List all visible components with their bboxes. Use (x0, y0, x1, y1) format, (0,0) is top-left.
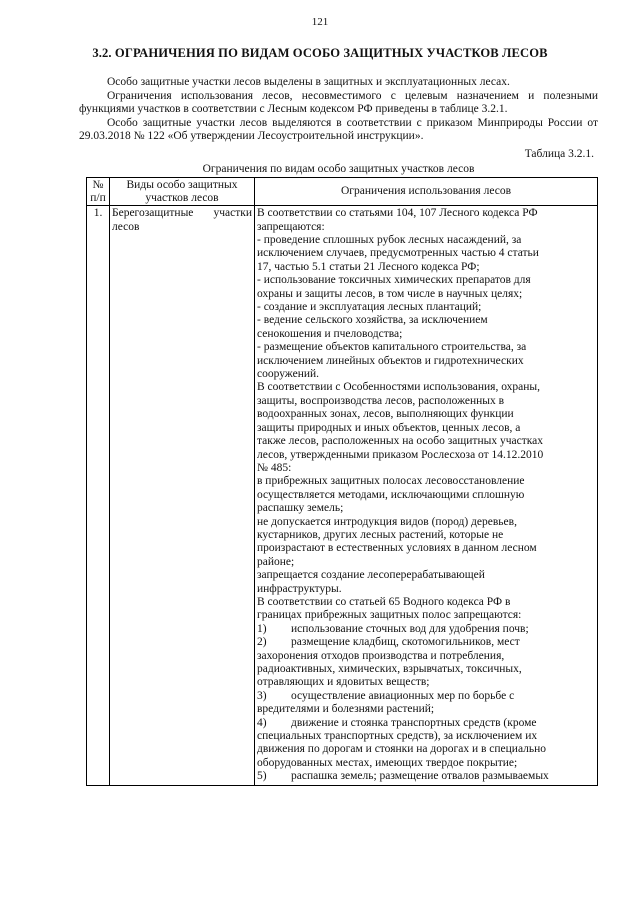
restriction-line: исключением линейных объектов и гидротехнических (257, 354, 524, 367)
restriction-line: сооружений. (257, 368, 320, 381)
item-text: использование сточных вод для удобрения почв; (291, 622, 529, 635)
restriction-line: защиты, воспроизводства лесов, расположенных в (257, 394, 505, 407)
row-restrictions (255, 206, 598, 785)
restriction-item-line (257, 663, 595, 676)
item-text: оборудованных местах, имеющих твердое покрытие; (257, 756, 518, 769)
restriction-line: В соответствии с Особенностями использования, охраны, (257, 381, 541, 394)
restriction-item-line (257, 757, 595, 770)
table-title: Ограничения по видам особо защитных участков лесов (202, 163, 475, 175)
item-text: отравляющих и ядовитых веществ; (257, 676, 430, 689)
section-heading: 3.2. ОГРАНИЧЕНИЯ ПО ВИДАМ ОСОБО ЗАЩИТНЫХ УЧАСТКОВ ЛЕСОВ (92, 46, 548, 60)
table-row (87, 206, 598, 785)
restriction-line: - использование токсичных химических препаратов для (257, 274, 531, 287)
intro-paragraph: Особо защитные участки лесов выделены в защитных и эксплуатационных лесах. (107, 76, 510, 88)
restriction-item-line (257, 743, 595, 756)
item-text: захоронения отходов производства и потребления, (257, 649, 505, 662)
item-text: специальных транспортных средств), за исключением их (257, 730, 538, 743)
restriction-item-line (257, 676, 595, 689)
restriction-line: сенокошения и пчеловодства; (257, 327, 403, 340)
restriction-line: - размещение объектов капитального строительства, за (257, 341, 527, 354)
table-number: Таблица 3.2.1. (524, 148, 594, 160)
row-kind: Берегозащитные участки лесов (110, 206, 255, 785)
restriction-item-line (257, 636, 595, 649)
restriction-line: не допускается интродукция видов (пород) деревьев, (257, 515, 517, 528)
intro-paragraph: Особо защитные участки лесов выделяются в соответствии с приказом Минприроды России от 29.03.2018 № 122 «Об утверждении Лесоустроительной инструкции». (79, 116, 598, 142)
restriction-line: № 485: (257, 461, 292, 474)
restriction-line: инфраструктуры. (257, 582, 342, 595)
item-text: распашка земель; размещение отвалов размываемых (291, 770, 549, 783)
intro-paragraph: Ограничения использования лесов, несовместимого с целевым назначением и полезными функциями участков в соответствии с Лесным кодексом РФ приведены в таблице 3.2.1. (79, 89, 598, 115)
restriction-line: также лесов, расположенных на особо защитных участках (257, 435, 543, 448)
restriction-line: водоохранных зонах, лесов, выполняющих функции (257, 408, 514, 421)
restriction-line: исключением случаев, предусмотренных частью 4 статьи (257, 247, 539, 260)
restriction-line: - ведение сельского хозяйства, за исключением (257, 314, 488, 327)
restriction-line: произрастают в естественных условиях в данном лесном (257, 542, 537, 555)
restriction-line: кустарников, других лесных растений, которые не (257, 528, 504, 541)
item-text: осуществление авиационных мер по борьбе с (291, 689, 515, 702)
item-number: 2) (257, 636, 267, 649)
item-text: вредителями и болезнями растений; (257, 703, 435, 716)
restriction-line: 17, частью 5.1 статьи 21 Лесного кодекса РФ; (257, 260, 480, 273)
restriction-item-line (257, 770, 595, 783)
restriction-item-line (257, 730, 595, 743)
restriction-line: осуществляется методами, исключающими сплошную (257, 488, 525, 501)
restriction-line: лесов, утвержденными приказом Рослесхоза от 14.12.2010 (257, 448, 544, 461)
table-header-row (87, 178, 598, 206)
restriction-line: границах прибрежных защитных полос запрещаются: (257, 609, 522, 622)
restriction-line: запрещаются: (257, 220, 325, 233)
item-number: 1) (257, 622, 267, 635)
restriction-line: районе; (257, 555, 295, 568)
restriction-line: В соответствии со статьями 104, 107 Лесного кодекса РФ (257, 207, 538, 220)
item-text: размещение кладбищ, скотомогильников, мест (291, 636, 520, 649)
restriction-lines (257, 207, 595, 623)
page-number: 121 (311, 16, 329, 28)
restriction-line: в прибрежных защитных полосах лесовосстановление (257, 475, 525, 488)
restriction-item-line (257, 717, 595, 730)
item-number: 5) (257, 770, 267, 783)
header-kind: Виды особо защитных участков лесов (110, 178, 255, 206)
row-number: 1. (87, 206, 110, 785)
restriction-item-line (257, 703, 595, 716)
header-restrictions: Ограничения использования лесов (255, 178, 598, 206)
restriction-line: - создание и эксплуатация лесных плантаций; (257, 301, 482, 314)
restriction-line: защиты природных и иных объектов, ценных лесов, а (257, 421, 521, 434)
restrictions-table (86, 177, 598, 786)
restriction-item-line (257, 690, 595, 703)
restriction-item-line (257, 623, 595, 636)
restriction-line: охраны и защиты лесов, в том числе в научных целях; (257, 287, 523, 300)
item-text: радиоактивных, химических, взрывчатых, токсичных, (257, 663, 522, 675)
restriction-line: В соответствии со статьей 65 Водного кодекса РФ в (257, 595, 511, 608)
restriction-line: - проведение сплошных рубок лесных насаждений, за (257, 234, 522, 246)
item-number: 3) (257, 689, 267, 702)
header-number: № п/п (87, 178, 110, 206)
restriction-items (257, 623, 595, 784)
item-number: 4) (257, 716, 267, 729)
restriction-item-line (257, 650, 595, 663)
restriction-line: запрещается создание лесоперерабатывающей (257, 569, 485, 582)
item-text: движения по дорогам и стоянки на дорогах и в специально (257, 743, 547, 756)
restriction-line: распашку земель; (257, 502, 344, 515)
intro-text (79, 76, 598, 144)
item-text: движение и стоянка транспортных средств (кроме (291, 716, 537, 729)
